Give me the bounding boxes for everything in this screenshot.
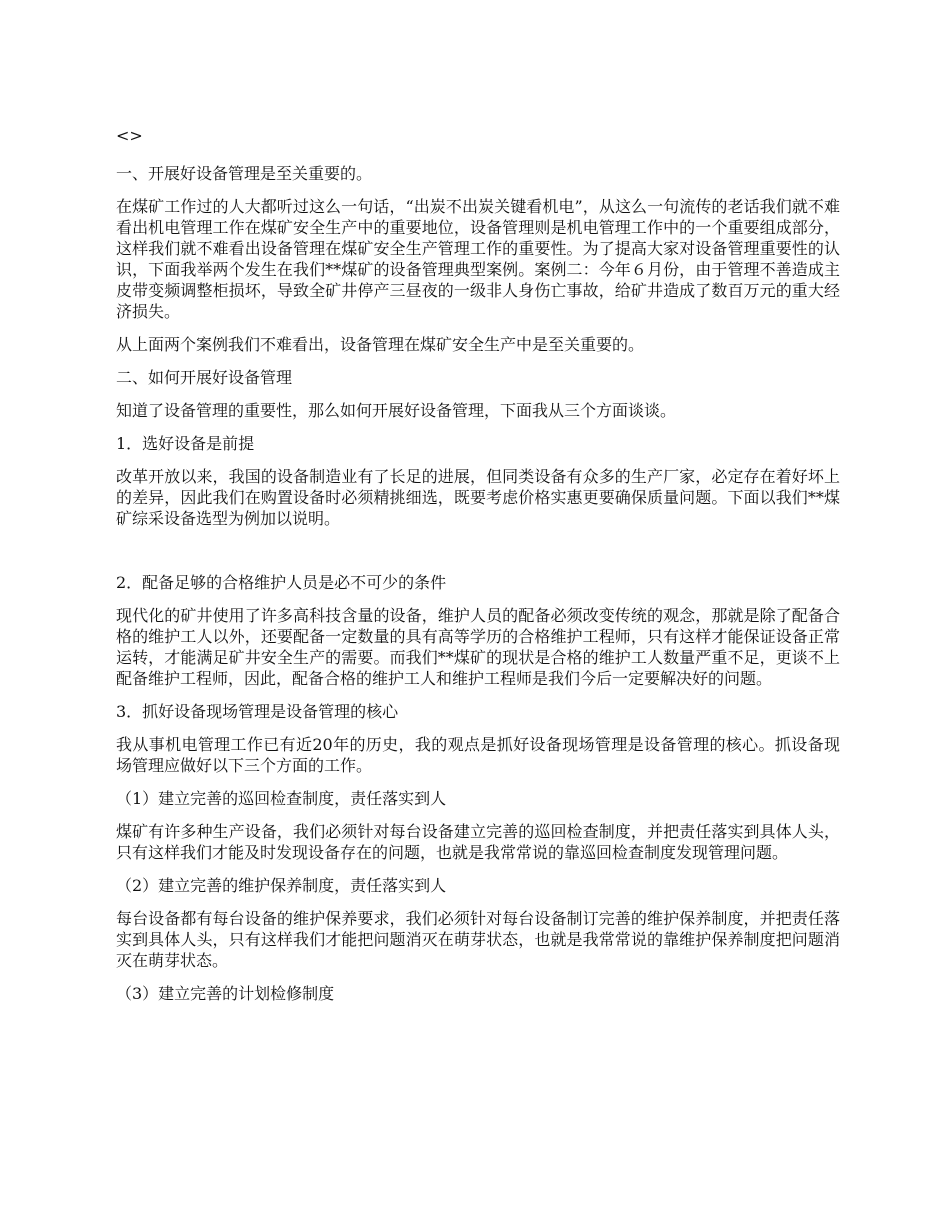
subheading-maintenance-system: （2）建立完善的维护保养制度，责任落实到人	[116, 876, 447, 895]
subheading-select-equipment: 1．选好设备是前提	[116, 434, 255, 453]
body-paragraph-maintenance-staff: 现代化的矿井使用了许多高科技含量的设备，维护人员的配备必须改变传统的观念，那就是除了配备合格的维护工人以外，还要配备一定数量的具有高等学历的合格维护工程师，只有这样才能保证设备正常运转，才能满足矿井安全生产的需要。而我们**煤矿的现状是合格的维护工人数量严重不足，更谈不上配备维护工程师，因此，配备合格的维护工人和维护工程师是我们今后一定要解决好的问题。	[116, 606, 840, 688]
body-paragraph-conclusion: 从上面两个案例我们不难看出，设备管理在煤矿安全生产中是至关重要的。	[116, 335, 645, 354]
body-paragraph-intro: 在煤矿工作过的人大都听过这么一句话，“出炭不出炭关键看机电”，从这么一句流传的老话我们就不难看出机电管理工作在煤矿安全生产中的重要地位，设备管理则是机电管理工作中的一个重要组成部分，这样我们就不难看出设备管理在煤矿安全生产管理工作的重要性。为了提高大家对设备管理重要性的认识，下面我举两个发生在我们**煤矿的设备管理典型案例。案例二：今年６月份，由于管理不善造成主皮带变频调整柜损坏，导致全矿井停产三昼夜的一级非人身伤亡事故，给矿井造成了数百万元的重大经济损失。	[116, 197, 840, 321]
subheading-inspection-system: （1）建立完善的巡回检查制度，责任落实到人	[116, 789, 447, 808]
body-paragraph-select-equipment: 改革开放以来，我国的设备制造业有了长足的进展，但同类设备有众多的生产厂家，必定存在着好坏上的差异，因此我们在购置设备时必须精挑细选，既要考虑价格实惠更要确保质量问题。下面以我们**煤矿综采设备选型为例加以说明。	[116, 467, 840, 528]
body-paragraph-maintenance-system: 每台设备都有每台设备的维护保养要求，我们必须针对每台设备制订完善的维护保养制度，并把责任落实到具体人头，只有这样我们才能把问题消灭在萌芽状态，也就是我常常说的靠维护保养制度把问题消灭在萌芽状态。	[116, 909, 840, 970]
section-heading-how: 二、如何开展好设备管理	[116, 368, 293, 387]
section-heading-importance: 一、开展好设备管理是至关重要的。	[116, 164, 373, 183]
body-paragraph-inspection-system: 煤矿有许多种生产设备，我们必须针对每台设备建立完善的巡回检查制度，并把责任落实到具体人头，只有这样我们才能及时发现设备存在的问题，也就是我常常说的靠巡回检查制度发现管理问题。	[116, 822, 840, 862]
subheading-planned-repair: （3）建立完善的计划检修制度	[116, 984, 335, 1003]
subheading-site-management: 3．抓好设备现场管理是设备管理的核心	[116, 702, 399, 721]
document-marker: <>	[116, 126, 143, 145]
body-paragraph-site-management: 我从事机电管理工作已有近20年的历史，我的观点是抓好设备现场管理是设备管理的核心。抓设备现场管理应做好以下三个方面的工作。	[116, 735, 840, 775]
body-paragraph-three-aspects: 知道了设备管理的重要性，那么如何开展好设备管理，下面我从三个方面谈谈。	[116, 401, 677, 420]
document-page	[116, 125, 840, 1016]
subheading-maintenance-staff: 2．配备足够的合格维护人员是必不可少的条件	[116, 573, 447, 592]
